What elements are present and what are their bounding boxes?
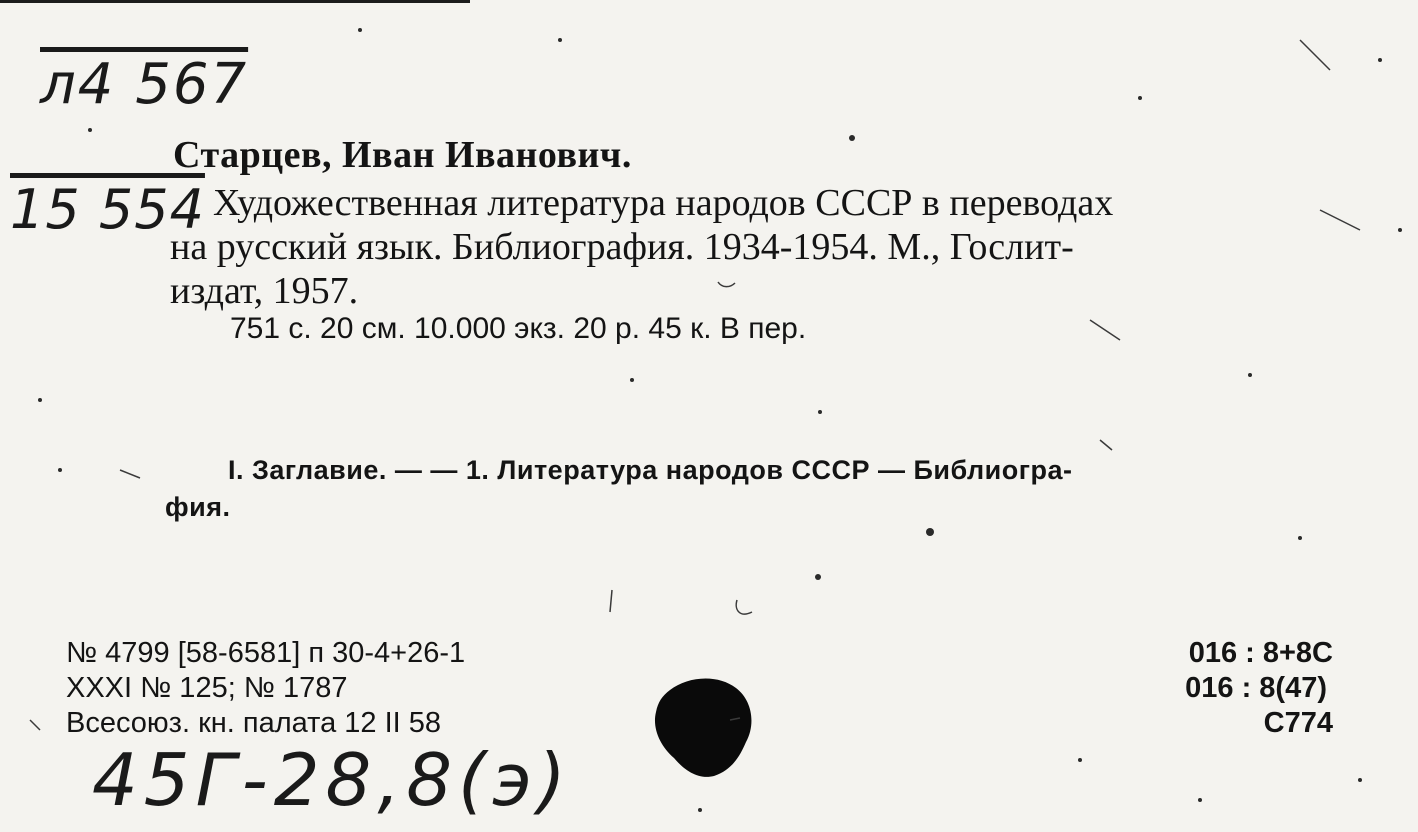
author-mark: С774 bbox=[1263, 707, 1333, 739]
registry-number-line: № 4799 [58-6581] п 30-4+26-1 bbox=[66, 637, 466, 669]
author-heading: Старцев, Иван Иванович. bbox=[173, 134, 632, 176]
tracing-line-2: фия. bbox=[165, 492, 231, 522]
handwritten-accession-number: л4 567 bbox=[40, 52, 249, 117]
physical-description: 751 с. 20 см. 10.000 экз. 20 р. 45 к. В пер. bbox=[230, 312, 807, 345]
title-line-2: на русский язык. Библиография. 1934-1954. М., Гослит- bbox=[170, 226, 1074, 268]
handwritten-classification: 45Г-28,8(э) bbox=[92, 738, 572, 822]
handwritten-shelf-number: 15 554 bbox=[10, 178, 205, 241]
tracing-line-1: I. Заглавие. — — 1. Литература народов СССР — Библиогра- bbox=[228, 455, 1073, 485]
registry-chamber-line: Всесоюз. кн. палата 12 II 58 bbox=[66, 707, 442, 739]
ink-blot bbox=[648, 672, 758, 782]
card-top-edge bbox=[0, 0, 470, 3]
title-line-3: издат, 1957. bbox=[170, 270, 359, 312]
classification-code-1: 016 : 8+8С bbox=[1188, 637, 1333, 669]
title-line-1: Художественная литература народов СССР в переводах bbox=[213, 182, 1114, 224]
registry-volume-line: XXXI № 125; № 1787 bbox=[66, 672, 348, 704]
classification-code-2: 016 : 8(47) bbox=[1185, 672, 1327, 704]
